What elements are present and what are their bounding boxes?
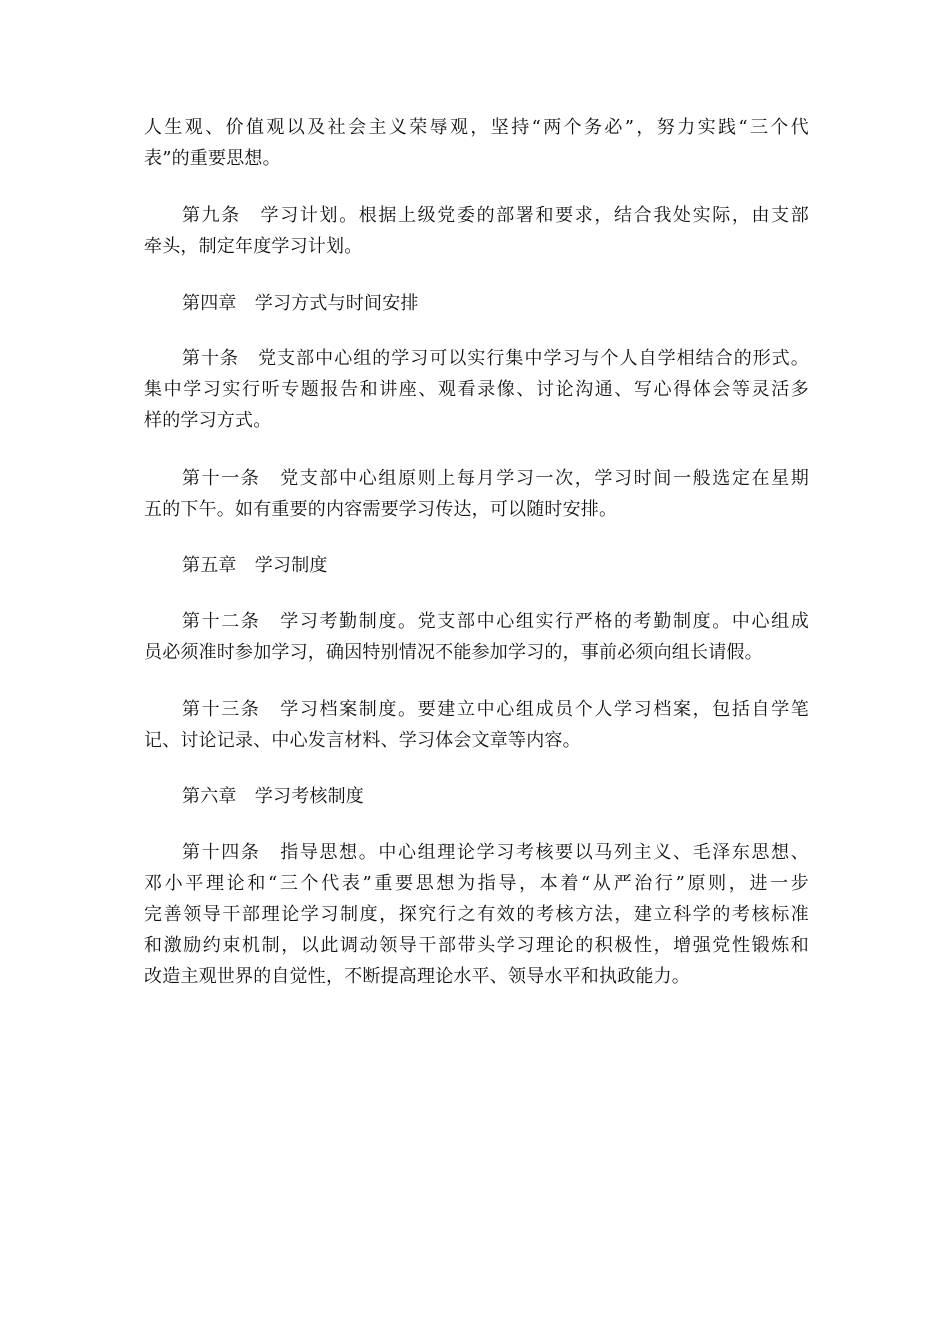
paragraph-line: 第十四条 指导思想。中心组理论学习考核要以马列主义、毛泽东思想、 bbox=[182, 842, 809, 863]
article-14 bbox=[144, 837, 809, 992]
chapter-4-heading bbox=[144, 288, 809, 319]
paragraph-line: 表”的重要思想。 bbox=[144, 148, 281, 169]
paragraph-line: 五的下午。如有重要的内容需要学习传达，可以随时安排。 bbox=[144, 499, 618, 520]
paragraph-line: 第九条 学习计划。根据上级党委的部署和要求，结合我处实际，由支部 bbox=[182, 205, 809, 226]
chapter-6-heading bbox=[144, 781, 809, 812]
chapter-title: 第四章 学习方式与时间安排 bbox=[182, 293, 419, 314]
paragraph-line: 邓小平理论和“三个代表”重要思想为指导，本着“从严治行”原则，进一步 bbox=[144, 873, 809, 894]
paragraph-line: 第十一条 党支部中心组原则上每月学习一次，学习时间一般选定在星期 bbox=[182, 468, 809, 489]
paragraph-line: 人生观、价值观以及社会主义荣辱观，坚持“两个务必”，努力实践“三个代 bbox=[144, 117, 809, 138]
body-paragraph bbox=[144, 112, 809, 174]
article-11 bbox=[144, 463, 809, 525]
article-13 bbox=[144, 694, 809, 756]
paragraph-line: 改造主观世界的自觉性，不断提高理论水平、领导水平和执政能力。 bbox=[144, 966, 690, 987]
paragraph-line: 第十二条 学习考勤制度。党支部中心组实行严格的考勤制度。中心组成 bbox=[182, 611, 809, 632]
article-12 bbox=[144, 606, 809, 668]
paragraph-line: 记、讨论记录、中心发言材料、学习体会文章等内容。 bbox=[144, 730, 581, 751]
chapter-title: 第六章 学习考核制度 bbox=[182, 786, 364, 807]
paragraph-line: 样的学习方式。 bbox=[144, 410, 272, 431]
paragraph-line: 第十条 党支部中心组的学习可以实行集中学习与个人自学相结合的形式。 bbox=[182, 348, 809, 369]
paragraph-line: 和激励约束机制，以此调动领导干部带头学习理论的积极性，增强党性锻炼和 bbox=[144, 935, 809, 956]
paragraph-line: 第十三条 学习档案制度。要建立中心组成员个人学习档案，包括自学笔 bbox=[182, 699, 809, 720]
chapter-5-heading bbox=[144, 550, 809, 581]
paragraph-line: 完善领导干部理论学习制度，探究行之有效的考核方法，建立科学的考核标准 bbox=[144, 904, 809, 925]
article-10 bbox=[144, 343, 809, 436]
paragraph-line: 集中学习实行听专题报告和讲座、观看录像、讨论沟通、写心得体会等灵活多 bbox=[144, 379, 809, 400]
chapter-title: 第五章 学习制度 bbox=[182, 555, 328, 576]
paragraph-line: 牵头，制定年度学习计划。 bbox=[144, 236, 363, 257]
article-9 bbox=[144, 200, 809, 262]
paragraph-line: 员必须准时参加学习，确因特别情况不能参加学习的，事前必须向组长请假。 bbox=[144, 642, 763, 663]
